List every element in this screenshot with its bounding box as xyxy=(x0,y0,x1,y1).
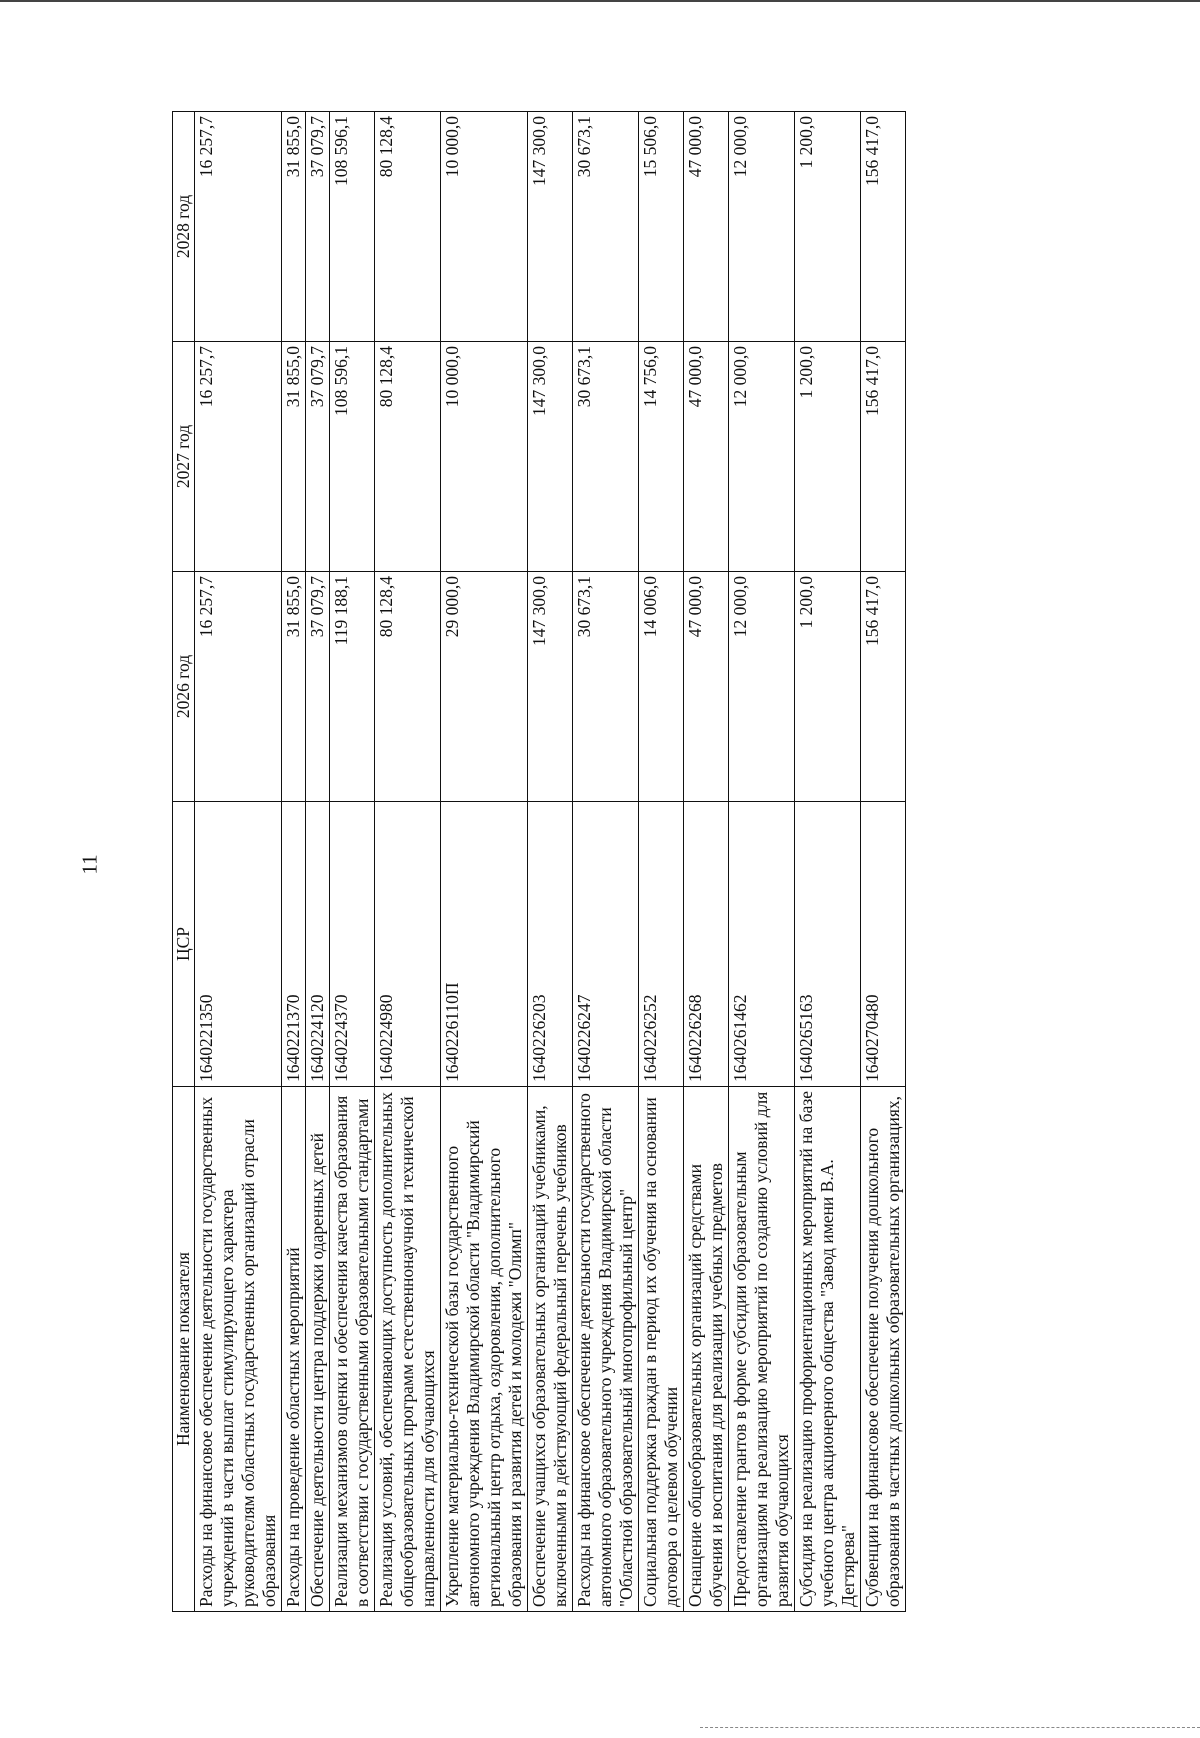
cell-y2028: 31 855,0 xyxy=(282,112,306,342)
cell-y2027: 30 673,1 xyxy=(573,342,639,572)
cell-y2028: 10 000,0 xyxy=(441,112,528,342)
header-csr: ЦСР xyxy=(173,802,195,1087)
table-row xyxy=(684,112,729,1612)
cell-y2026: 16 257,7 xyxy=(195,572,282,802)
cell-y2027: 156 417,0 xyxy=(861,342,906,572)
cell-y2026: 80 128,4 xyxy=(375,572,441,802)
table-body xyxy=(195,112,906,1612)
cell-y2027: 108 596,1 xyxy=(330,342,375,572)
cell-y2028: 30 673,1 xyxy=(573,112,639,342)
cell-y2026: 30 673,1 xyxy=(573,572,639,802)
table-row xyxy=(330,112,375,1612)
cell-csr: 1640224370 xyxy=(330,802,375,1087)
page-number: 11 xyxy=(77,854,102,875)
cell-csr: 1640224980 xyxy=(375,802,441,1087)
cell-y2028: 108 596,1 xyxy=(330,112,375,342)
budget-table xyxy=(172,111,906,1612)
cell-csr: 1640226247 xyxy=(573,802,639,1087)
rotated-sheet xyxy=(172,112,1122,1612)
cell-csr: 1640221370 xyxy=(282,802,306,1087)
cell-y2028: 47 000,0 xyxy=(684,112,729,342)
cell-y2026: 14 006,0 xyxy=(639,572,684,802)
cell-csr: 1640270480 xyxy=(861,802,906,1087)
header-name: Наименование показателя xyxy=(173,1087,195,1612)
cell-name: Субсидия на реализацию профориентационных мероприятий на базе учебного центра акционерного общества "Завод имени В.А. Дегтярева" xyxy=(795,1087,861,1612)
cell-name: Реализация условий, обеспечивающих доступность дополнительных общеобразовательных программ естественнонаучной и технической направленности для обучающихся xyxy=(375,1087,441,1612)
cell-y2028: 147 300,0 xyxy=(528,112,573,342)
cell-y2026: 31 855,0 xyxy=(282,572,306,802)
cell-y2026: 29 000,0 xyxy=(441,572,528,802)
cell-y2027: 47 000,0 xyxy=(684,342,729,572)
cell-y2028: 1 200,0 xyxy=(795,112,861,342)
cell-name: Расходы на финансовое обеспечение деятельности государственного автономного образовательного учреждения Владимирской области "Областной образовательный многопрофильный центр" xyxy=(573,1087,639,1612)
cell-y2027: 80 128,4 xyxy=(375,342,441,572)
table-row xyxy=(729,112,795,1612)
cell-csr: 1640221350 xyxy=(195,802,282,1087)
cell-csr: 1640226110П xyxy=(441,802,528,1087)
cell-name: Расходы на финансовое обеспечение деятельности государственных учреждений в части выплат стимулирующего характера руководителям областных государственных организаций отрасли образования xyxy=(195,1087,282,1612)
cell-y2028: 15 506,0 xyxy=(639,112,684,342)
cell-csr: 1640265163 xyxy=(795,802,861,1087)
cell-y2028: 156 417,0 xyxy=(861,112,906,342)
cell-name: Субвенции на финансовое обеспечение получения дошкольного образования в частных дошкольных образовательных организациях, xyxy=(861,1087,906,1612)
cell-name: Социальная поддержка граждан в период их обучения на основании договора о целевом обучении xyxy=(639,1087,684,1612)
cell-name: Обеспечение учащихся образовательных организаций учебниками, включенными в действующий федеральный перечень учебников xyxy=(528,1087,573,1612)
header-2026: 2026 год xyxy=(173,572,195,802)
table-row xyxy=(573,112,639,1612)
header-2027: 2027 год xyxy=(173,342,195,572)
cell-y2027: 1 200,0 xyxy=(795,342,861,572)
cell-y2026: 1 200,0 xyxy=(795,572,861,802)
cell-y2026: 156 417,0 xyxy=(861,572,906,802)
bottom-dashed-line xyxy=(700,1727,1200,1729)
table-row xyxy=(639,112,684,1612)
cell-y2026: 12 000,0 xyxy=(729,572,795,802)
cell-y2027: 31 855,0 xyxy=(282,342,306,572)
table-row xyxy=(441,112,528,1612)
table-row xyxy=(375,112,441,1612)
table-row xyxy=(195,112,282,1612)
cell-y2026: 119 188,1 xyxy=(330,572,375,802)
cell-csr: 1640224120 xyxy=(306,802,330,1087)
cell-y2027: 12 000,0 xyxy=(729,342,795,572)
cell-y2028: 80 128,4 xyxy=(375,112,441,342)
cell-name: Обеспечение деятельности центра поддержки одаренных детей xyxy=(306,1087,330,1612)
table-header-row xyxy=(173,112,195,1612)
table-row xyxy=(306,112,330,1612)
cell-name: Реализация механизмов оценки и обеспечения качества образования в соответствии с государственными образовательными стандартами xyxy=(330,1087,375,1612)
table-row xyxy=(282,112,306,1612)
cell-name: Оснащение общеобразовательных организаций средствами обучения и воспитания для реализации учебных предметов xyxy=(684,1087,729,1612)
table-row xyxy=(861,112,906,1612)
cell-y2026: 147 300,0 xyxy=(528,572,573,802)
cell-y2026: 37 079,7 xyxy=(306,572,330,802)
header-2028: 2028 год xyxy=(173,112,195,342)
top-border-line xyxy=(0,0,1200,2)
cell-y2027: 10 000,0 xyxy=(441,342,528,572)
cell-y2027: 14 756,0 xyxy=(639,342,684,572)
cell-y2028: 16 257,7 xyxy=(195,112,282,342)
cell-y2026: 47 000,0 xyxy=(684,572,729,802)
cell-csr: 1640226252 xyxy=(639,802,684,1087)
cell-y2028: 37 079,7 xyxy=(306,112,330,342)
table-row xyxy=(795,112,861,1612)
cell-y2027: 147 300,0 xyxy=(528,342,573,572)
cell-y2027: 37 079,7 xyxy=(306,342,330,572)
table-row xyxy=(528,112,573,1612)
rotated-content xyxy=(172,112,1122,1612)
cell-name: Укрепление материально-технической базы государственного автономного учреждения Владимирской области "Владимирский региональный центр отдыха, оздоровления, дополнительного образования и развития детей и молодежи "Олимп" xyxy=(441,1087,528,1612)
cell-name: Предоставление грантов в форме субсидии образовательным организациям на реализацию мероприятий по созданию условий для развития обучающихся xyxy=(729,1087,795,1612)
cell-csr: 1640226268 xyxy=(684,802,729,1087)
cell-name: Расходы на проведение областных мероприятий xyxy=(282,1087,306,1612)
cell-y2028: 12 000,0 xyxy=(729,112,795,342)
cell-y2027: 16 257,7 xyxy=(195,342,282,572)
cell-csr: 1640261462 xyxy=(729,802,795,1087)
cell-csr: 1640226203 xyxy=(528,802,573,1087)
